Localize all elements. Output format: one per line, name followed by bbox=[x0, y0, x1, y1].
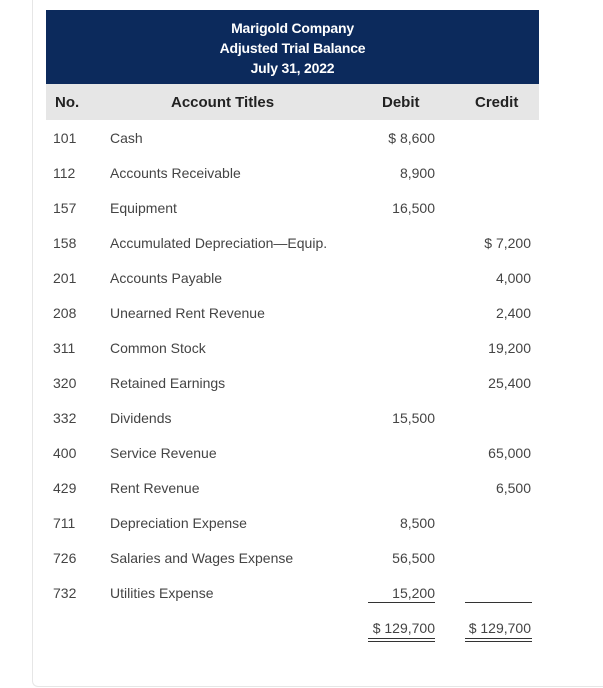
total-debit: $ 129,700 bbox=[372, 620, 435, 636]
credit-amount: 2,400 bbox=[495, 305, 531, 321]
account-number: 732 bbox=[53, 585, 77, 601]
account-number: 400 bbox=[53, 445, 77, 461]
credit-amount: 65,000 bbox=[488, 445, 531, 461]
trial-balance-table bbox=[46, 10, 539, 645]
account-title: Unearned Rent Revenue bbox=[110, 305, 265, 321]
account-title: Utilities Expense bbox=[110, 585, 214, 601]
credit-double-underline bbox=[465, 638, 532, 642]
total-credit: $ 129,700 bbox=[468, 620, 531, 636]
table-row bbox=[46, 435, 539, 470]
column-header-debit: Debit bbox=[382, 94, 420, 111]
table-row bbox=[46, 400, 539, 435]
table-row bbox=[46, 330, 539, 365]
account-number: 157 bbox=[53, 200, 77, 216]
credit-subtotal-rule bbox=[465, 602, 532, 603]
account-number: 101 bbox=[53, 130, 77, 146]
account-number: 711 bbox=[53, 515, 76, 531]
table-row bbox=[46, 365, 539, 400]
debit-amount: 56,500 bbox=[392, 550, 435, 566]
totals-row bbox=[46, 610, 539, 645]
credit-amount: 6,500 bbox=[495, 480, 531, 496]
debit-amount: 16,500 bbox=[392, 200, 435, 216]
account-title: Salaries and Wages Expense bbox=[110, 550, 294, 566]
column-header-credit: Credit bbox=[475, 94, 519, 111]
account-number: 320 bbox=[53, 375, 77, 391]
table-row bbox=[46, 190, 539, 225]
account-title: Accounts Payable bbox=[110, 270, 223, 286]
account-title: Rent Revenue bbox=[110, 480, 200, 496]
account-number: 311 bbox=[53, 340, 76, 356]
account-title: Accumulated Depreciation—Equip. bbox=[110, 235, 328, 251]
debit-amount: 15,200 bbox=[392, 585, 435, 601]
column-header-row bbox=[46, 84, 539, 120]
statement-date: July 31, 2022 bbox=[250, 60, 335, 76]
debit-amount: 15,500 bbox=[392, 410, 435, 426]
table-row bbox=[46, 540, 539, 575]
account-title: Dividends bbox=[110, 410, 172, 426]
credit-amount: 25,400 bbox=[488, 375, 531, 391]
debit-subtotal-rule bbox=[368, 602, 435, 603]
statement-title: Adjusted Trial Balance bbox=[219, 40, 366, 56]
debit-amount: $ 8,600 bbox=[388, 130, 435, 146]
account-number: 158 bbox=[53, 235, 77, 251]
account-title: Retained Earnings bbox=[110, 375, 226, 391]
account-title: Accounts Receivable bbox=[110, 165, 241, 181]
account-number: 208 bbox=[53, 305, 77, 321]
table-row bbox=[46, 470, 539, 505]
account-number: 429 bbox=[53, 480, 77, 496]
account-rows bbox=[46, 120, 539, 610]
credit-amount: 4,000 bbox=[495, 270, 531, 286]
account-title: Depreciation Expense bbox=[110, 515, 247, 531]
account-number: 332 bbox=[53, 410, 77, 426]
debit-amount: 8,900 bbox=[399, 165, 435, 181]
account-title: Equipment bbox=[110, 200, 177, 216]
debit-double-underline bbox=[368, 638, 435, 642]
account-number: 726 bbox=[53, 550, 77, 566]
table-row bbox=[46, 575, 539, 610]
statement-header bbox=[46, 10, 539, 84]
table-row bbox=[46, 120, 539, 155]
table-row bbox=[46, 260, 539, 295]
column-header-account-titles: Account Titles bbox=[171, 94, 275, 111]
credit-amount: 19,200 bbox=[488, 340, 531, 356]
account-title: Service Revenue bbox=[110, 445, 217, 461]
company-name: Marigold Company bbox=[231, 20, 354, 36]
column-header-no: No. bbox=[55, 94, 80, 111]
table-row bbox=[46, 295, 539, 330]
table-row bbox=[46, 505, 539, 540]
account-title: Cash bbox=[110, 130, 143, 146]
table-row bbox=[46, 225, 539, 260]
account-number: 112 bbox=[53, 165, 76, 181]
account-title: Common Stock bbox=[110, 340, 206, 356]
table-row bbox=[46, 155, 539, 190]
debit-amount: 8,500 bbox=[399, 515, 435, 531]
credit-amount: $ 7,200 bbox=[484, 235, 531, 251]
account-number: 201 bbox=[53, 270, 77, 286]
